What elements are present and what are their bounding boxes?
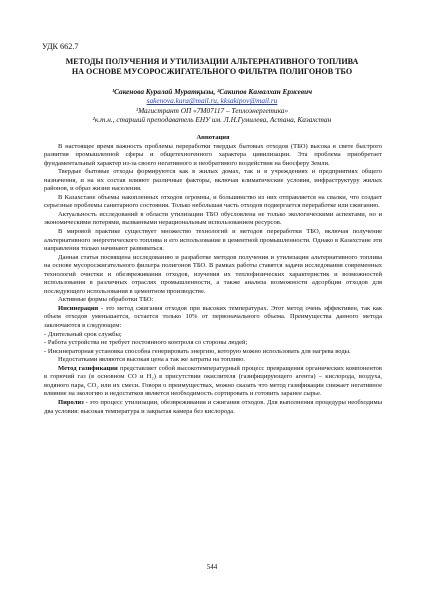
incineration-term: Инсинерация	[58, 304, 99, 312]
paragraph: Актуальность исследований в области утилизации ТБО обусловлена не только экологическими аспектами, но и экономическими потерями, вызванными нерациональным использованием ресурсов.	[44, 210, 382, 227]
paragraph: Твердые бытовые отходы формируются как в жилых домах, так и в учреждениях и предприятиях общего назначения, и на их состав влияют различные факторы, включая климатические условия, инфраструктуру жилых районов, и образ жизни населения.	[44, 168, 382, 193]
article-title	[44, 57, 380, 77]
udk-code: УДК 662.7	[42, 42, 79, 51]
list-item: - Работа устройства не требует постоянного контроля со стороны людей;	[44, 339, 248, 347]
gasification-paragraph	[44, 365, 382, 399]
paragraph: Активные формы обработки ТБО:	[58, 296, 154, 304]
affiliation-1: ¹Магистрант ОП «7М07117 – Теплоэнергетика»	[135, 105, 289, 115]
incineration-text: - это метод сжигания отходов при высоких температурах. Этот метод очень эффективен, так как объем отходов уменьшается, остается только 10% от первоначального объема. Преимущества данного метода заключаются в следующем:	[44, 304, 382, 330]
pyrolysis-term: Пиролиз	[58, 398, 84, 406]
article-body	[44, 134, 382, 416]
incineration-paragraph	[44, 305, 382, 331]
author-names: ¹Сакенова Куралай Муратқызы, ²Сакипов Камалхан Ержевич	[111, 87, 313, 96]
paragraph: В мировой практике существует множество технологий и методов переработки ТБО, включая получение альтернативного энергетического топлива и его использование в цементной промышленности. Однако в Казахстане эти направления только начинают развиваться.	[44, 228, 382, 253]
author-block	[44, 87, 380, 125]
author-emails[interactable]: sakenova.kura@mail.ru, kksakipov@mail.ru	[146, 96, 278, 106]
title-line-1: МЕТОДЫ ПОЛУЧЕНИЯ И УТИЛИЗАЦИИ АЛЬТЕРНАТИВНОГО ТОПЛИВА	[65, 57, 359, 66]
gasification-text: представляет собой высокотемпературный процесс превращения органических компонентов в горючий газ (в основном CO и H₂) в присутствии окислителя (газифицирующего агента) – кислорода, воздуха, водяного пара, CO₂ или их смеси. Говоря о преимуществах, можно сказать что метод газификации снижает негативное влияние на экологию и недостатков является необходимость сортировать и готовить заранее сырье.	[44, 364, 382, 398]
title-line-2: НА ОСНОВЕ МУСОРОСЖИГАТЕЛЬНОГО ФИЛЬТРА ПОЛИГОНОВ ТБО	[71, 67, 353, 76]
page-number: 544	[206, 563, 218, 571]
pyrolysis-paragraph	[44, 399, 382, 416]
paragraph: В Казахстане объемы накопленных отходов огромны, и большинство из них отправляется на свалки, что создает серьезные проблемы санитарного состояния. Только небольшая часть отходов подвергается переработке или сжиганию.	[44, 193, 382, 210]
gasification-term: Метод газификации	[58, 364, 118, 372]
annotation-heading: Аннотация	[196, 134, 230, 141]
pyrolysis-text: - это процесс утилизации, обезвреживания и сжигания отходов. Для выполнения процедуры необходимы два условия: высокая температура и закрытая камера без кислорода.	[44, 398, 382, 415]
paragraph: Данная статья посвящена исследованию и разработке методов получения и утилизации альтернативного топлива на основе мусоросжигательного фильтра полигонов ТБО. В рамках работы ставятся задачи исследования современных технологий очистки и обезвреживания отходов, изучения их теплофизических характеристик и возможностей использования в различных отраслях промышленности, а также анализа возможности адсорбции отходов для последующего использования в цементном производстве.	[44, 253, 382, 295]
list-item: - Длительный срок службы;	[44, 330, 122, 338]
list-item: - Инсинераторная установка способна генерировать энергию, которую можно использовать для нагрева воды.	[44, 347, 351, 355]
paragraph: В настоящее время важность проблемы переработки твердых бытовых отходов (ТБО) высока в свете быстрого развития промышленной сферы и общетехногенного характера цивилизации. Эта проблема приобретает фундаментальный характер из-за своего негативного и необратимого воздействия на биосферу Земли.	[44, 142, 382, 167]
drawback-paragraph: Недостатками являются высокая цена а так же затраты на топливо.	[58, 356, 246, 364]
affiliation-2: ²к.т.н., старший преподаватель ЕНУ им. Л.Н.Гумилева, Астана, Казахстан	[92, 115, 332, 125]
